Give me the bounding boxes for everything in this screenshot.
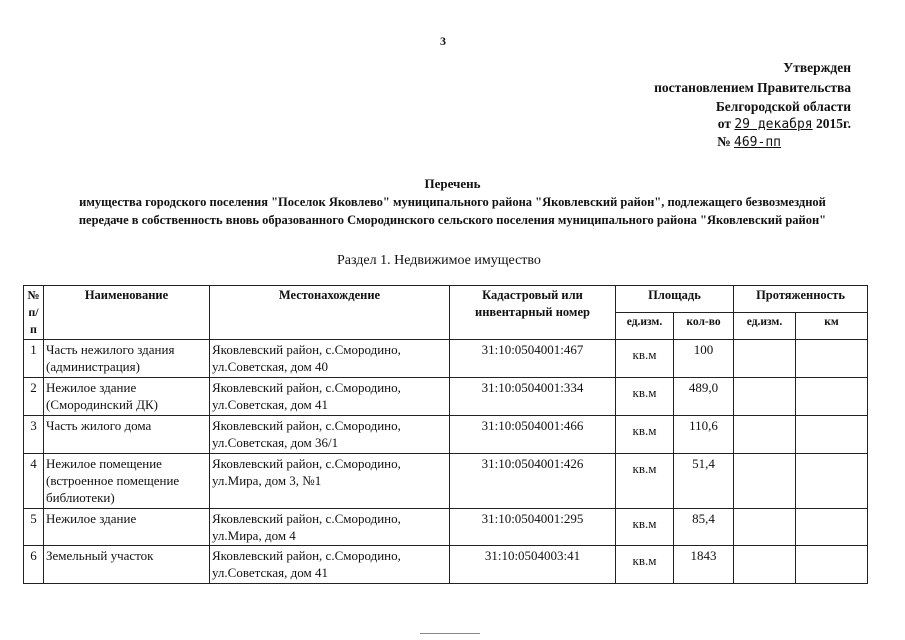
cell-num: 5 xyxy=(24,509,44,546)
header-name: Наименование xyxy=(44,286,210,340)
cell-length-km xyxy=(796,378,868,416)
header-area-unit: ед.изм. xyxy=(616,313,674,340)
cell-area-unit: кв.м xyxy=(616,546,674,584)
approval-date-prefix: от xyxy=(717,116,731,131)
cell-length-unit xyxy=(734,416,796,454)
cell-name: Земельный участок xyxy=(44,546,210,584)
header-area: Площадь xyxy=(616,286,734,313)
cell-length-km xyxy=(796,509,868,546)
cell-cadastral: 31:10:0504001:295 xyxy=(450,509,616,546)
cell-name: Нежилое здание xyxy=(44,509,210,546)
scan-artifact-line xyxy=(420,633,480,634)
approval-date-year: 2015г. xyxy=(816,116,851,131)
cell-length-km xyxy=(796,340,868,378)
approval-number-prefix: № xyxy=(717,134,731,149)
header-length-unit: ед.изм. xyxy=(734,313,796,340)
table-row xyxy=(24,454,868,509)
cell-cadastral: 31:10:0504001:426 xyxy=(450,454,616,509)
cell-area-qty: 100 xyxy=(674,340,734,378)
cell-area-qty: 1843 xyxy=(674,546,734,584)
header-length: Протяженность xyxy=(734,286,868,313)
cell-cadastral: 31:10:0504003:41 xyxy=(450,546,616,584)
approval-number xyxy=(717,134,781,150)
cell-area-qty: 85,4 xyxy=(674,509,734,546)
cell-cadastral: 31:10:0504001:466 xyxy=(450,416,616,454)
header-num: № п/п xyxy=(24,286,44,340)
cell-num: 1 xyxy=(24,340,44,378)
cell-num: 3 xyxy=(24,416,44,454)
header-length-km: км xyxy=(796,313,868,340)
cell-area-unit: кв.м xyxy=(616,416,674,454)
header-cadastral: Кадастровый или инвентарный номер xyxy=(450,286,616,340)
page-number: 3 xyxy=(440,34,446,48)
cell-name: Нежилое помещение (встроенное помещение библиотеки) xyxy=(44,454,210,509)
cell-area-qty: 489,0 xyxy=(674,378,734,416)
cell-location: Яковлевский район, с.Смородино, ул.Советская, дом 36/1 xyxy=(210,416,450,454)
cell-location: Яковлевский район, с.Смородино, ул.Советская, дом 41 xyxy=(210,378,450,416)
cell-length-km xyxy=(796,454,868,509)
document-subtitle-line-2: передаче в собственность вновь образованного Смородинского сельского поселения муниципального района "Яковлевский район" xyxy=(78,213,827,227)
cell-location: Яковлевский район, с.Смородино, ул.Советская, дом 40 xyxy=(210,340,450,378)
header-location: Местонахождение xyxy=(210,286,450,340)
cell-length-unit xyxy=(734,509,796,546)
cell-num: 4 xyxy=(24,454,44,509)
cell-name: Часть нежилого здания (администрация) xyxy=(44,340,210,378)
cell-cadastral: 31:10:0504001:467 xyxy=(450,340,616,378)
document-subtitle-line-1: имущества городского поселения "Поселок Яковлево" муниципального района "Яковлевский район", подлежащего безвозмездной xyxy=(79,195,826,209)
cell-length-km xyxy=(796,546,868,584)
cell-area-unit: кв.м xyxy=(616,340,674,378)
cell-area-unit: кв.м xyxy=(616,378,674,416)
cell-cadastral: 31:10:0504001:334 xyxy=(450,378,616,416)
table-row xyxy=(24,340,868,378)
cell-name: Часть жилого дома xyxy=(44,416,210,454)
cell-area-unit: кв.м xyxy=(616,509,674,546)
cell-location: Яковлевский район, с.Смородино, ул.Мира, дом 3, №1 xyxy=(210,454,450,509)
approval-number-handwritten: 469-пп xyxy=(734,135,781,150)
approval-date xyxy=(718,116,851,132)
cell-length-unit xyxy=(734,454,796,509)
table-row xyxy=(24,378,868,416)
approval-line-1: постановлением Правительства xyxy=(654,80,851,95)
property-table xyxy=(23,285,868,584)
table-header-row xyxy=(24,286,868,313)
cell-name: Нежилое здание (Смородинский ДК) xyxy=(44,378,210,416)
cell-area-unit: кв.м xyxy=(616,454,674,509)
cell-length-km xyxy=(796,416,868,454)
approval-date-handwritten: 29 декабря xyxy=(734,117,813,132)
document-title: Перечень xyxy=(424,176,481,191)
approval-title: Утвержден xyxy=(783,60,851,75)
cell-length-unit xyxy=(734,340,796,378)
cell-length-unit xyxy=(734,378,796,416)
table-row xyxy=(24,546,868,584)
header-area-qty: кол-во xyxy=(674,313,734,340)
cell-length-unit xyxy=(734,546,796,584)
table-row xyxy=(24,416,868,454)
section-title: Раздел 1. Недвижимое имущество xyxy=(337,253,541,268)
cell-location: Яковлевский район, с.Смородино, ул.Советская, дом 41 xyxy=(210,546,450,584)
cell-location: Яковлевский район, с.Смородино, ул.Мира, дом 4 xyxy=(210,509,450,546)
approval-line-2: Белгородской области xyxy=(715,99,851,114)
table-row xyxy=(24,509,868,546)
cell-area-qty: 51,4 xyxy=(674,454,734,509)
cell-area-qty: 110,6 xyxy=(674,416,734,454)
cell-num: 2 xyxy=(24,378,44,416)
cell-num: 6 xyxy=(24,546,44,584)
